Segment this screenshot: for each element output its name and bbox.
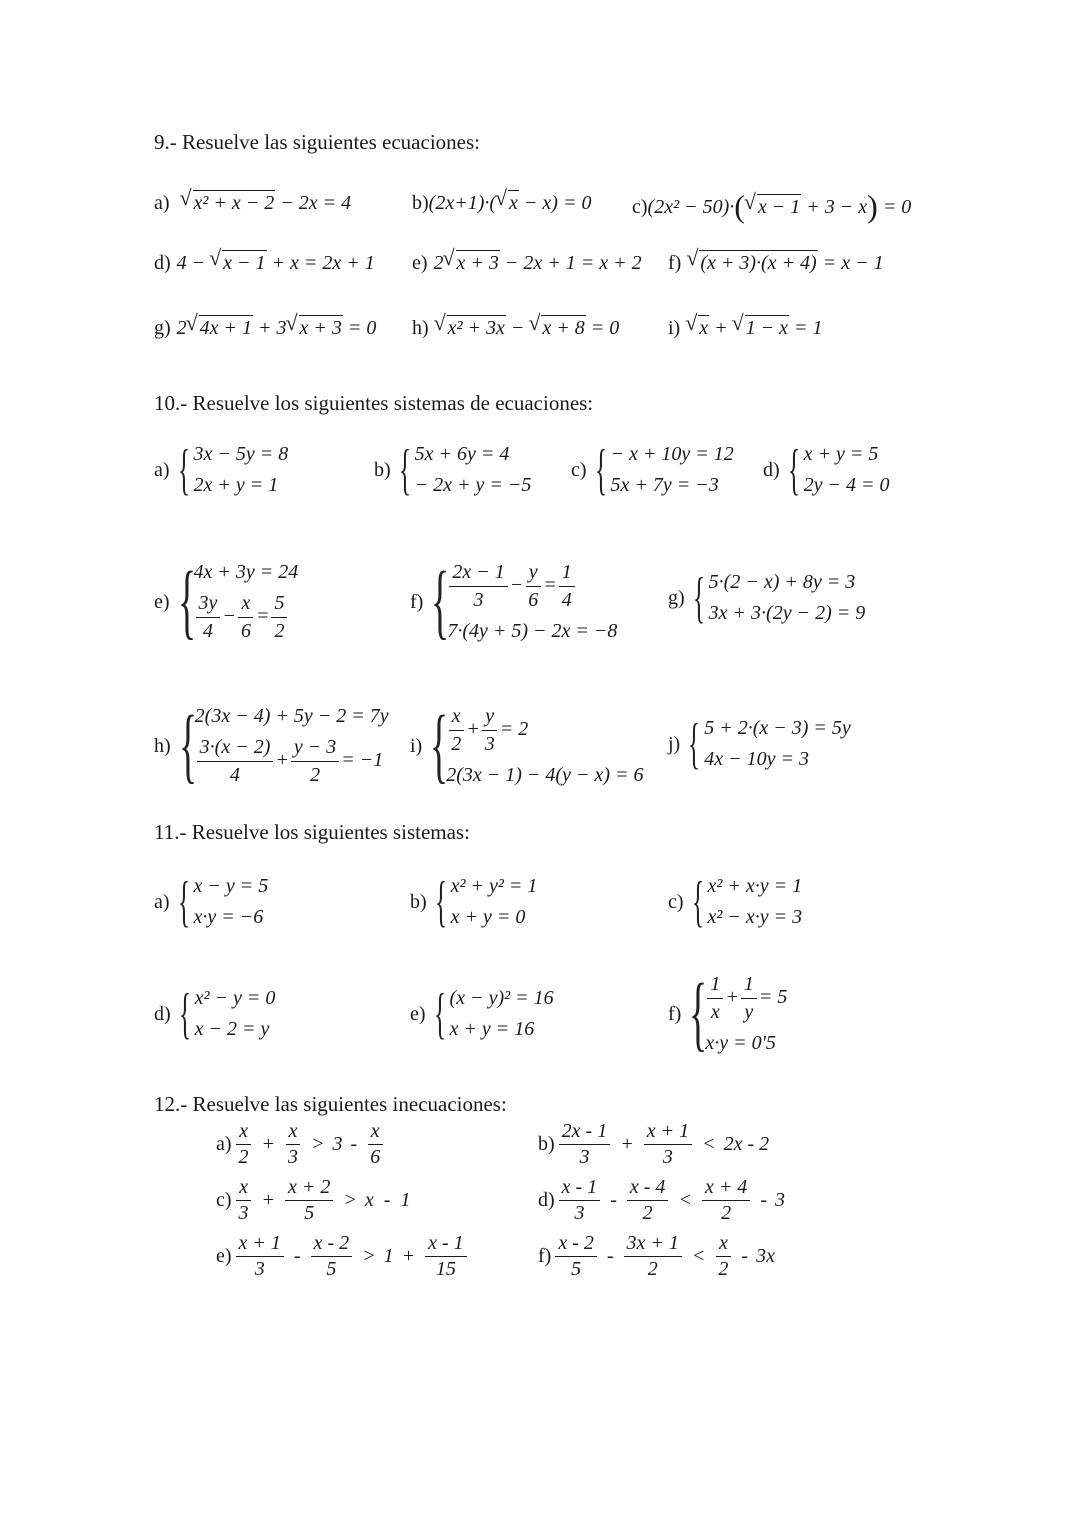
system-10g: g) { 5·(2 − x) + 8y = 3 3x + 3·(2y − 2) = 9	[668, 567, 866, 629]
system-11f: f) { $\frac{1}{x}$ + $\frac{1}{y}$ = 5 x·y = 0'5	[668, 967, 788, 1060]
eq-9f: f)√ (x + 3)·(x + 4) = x − 1	[668, 250, 884, 273]
system-10i: i) { $\frac{x}{2}$ + $\frac{y}{3}$ = 2 2(3x − 1) − 4(y − x) = 6	[410, 699, 644, 792]
brace-icon: {	[178, 699, 197, 792]
system-11c: c) { x² + x·y = 1 x² − x·y = 3	[668, 871, 803, 933]
eq-9b: b)(2x+1)·(√ x − x) = 0	[412, 190, 591, 213]
brace-icon: {	[787, 439, 800, 501]
system-10c: c) { − x + 10y = 12 5x + 7y = −3	[571, 439, 734, 501]
eq-9c: c)(2x² − 50)·(√ x − 1 + 3 − x) = 0	[632, 190, 911, 222]
brace-icon: {	[689, 967, 708, 1060]
system-11a: a) { x − y = 5 x·y = −6	[154, 871, 269, 933]
brace-icon: {	[431, 555, 450, 648]
inequation-12e: e) $\frac{x + 1}{3}$ - $\frac{x - 2}{5}$ > 1 + $\frac{x - 1}{15}$	[216, 1232, 469, 1281]
section-12-title: 12.- Resuelve las siguientes inecuaciones:	[154, 1092, 507, 1116]
brace-icon: {	[594, 439, 607, 501]
section-10-title: 10.- Resuelve los siguientes sistemas de ecuaciones:	[154, 391, 594, 415]
brace-icon: {	[691, 871, 704, 933]
eq-9h: h)√ x² + 3x − √ x + 8 = 0	[412, 315, 619, 338]
inequation-12c: c) $\frac{x}{3}$ + $\frac{x + 2}{5}$ > x - 1	[216, 1176, 411, 1224]
section-11-title: 11.- Resuelve los siguientes sistemas:	[154, 820, 470, 844]
system-11b: b) { x² + y² = 1 x + y = 0	[410, 871, 538, 933]
system-11e: e) { (x − y)² = 16 x + y = 16	[410, 983, 554, 1045]
system-10h: h) { 2(3x − 4) + 5y − 2 = 7y $\frac{3\cdot(x - 2)}{4}$ + $\frac{y - 3}{2}$ = −1	[154, 699, 389, 792]
system-10d: d) { x + y = 5 2y − 4 = 0	[763, 439, 890, 501]
inequation-12b: b) $\frac{2x - 1}{3}$ + $\frac{x + 1}{3}$ < 2x - 2	[538, 1120, 770, 1168]
brace-icon: {	[177, 555, 196, 648]
brace-icon: {	[430, 699, 449, 792]
brace-icon: {	[434, 871, 447, 933]
eq-9e: e) 2√ x + 3 − 2x + 1 = x + 2	[412, 250, 642, 273]
system-10f: f) { $\frac{2x - 1}{3}$ − $\frac{y}{6}$ = $\frac{1}{4}$ 7·(4y + 5) − 2x = −8	[410, 555, 618, 648]
brace-icon: {	[178, 983, 191, 1045]
brace-icon: {	[177, 439, 190, 501]
brace-icon: {	[398, 439, 411, 501]
inequation-12a: a) $\frac{x}{2}$ + $\frac{x}{3}$ > 3 - $\frac{x}{6}$	[216, 1120, 385, 1169]
brace-icon: {	[177, 871, 190, 933]
eq-9g: g) 2√ 4x + 1 + 3√ x + 3 = 0	[154, 315, 376, 338]
system-10b: b) { 5x + 6y = 4 − 2x + y = −5	[374, 439, 532, 501]
brace-icon: {	[688, 713, 701, 775]
eq-9a: a) √ x² + x − 2 − 2x = 4	[154, 190, 351, 213]
system-10j: j) { 5 + 2·(x − 3) = 5y 4x − 10y = 3	[668, 713, 851, 775]
eq-9i: i)√ x + √ 1 − x = 1	[668, 315, 822, 338]
system-10e: e) { 4x + 3y = 24 $\frac{3y}{4}$ − $\frac{x}{6}$ = $\frac{5}{2}$	[154, 555, 299, 648]
eq-9d: d) 4 − √ x − 1 + x = 2x + 1	[154, 250, 375, 273]
system-11d: d) { x² − y = 0 x − 2 = y	[154, 983, 276, 1045]
brace-icon: {	[692, 567, 705, 629]
system-10a: a) { 3x − 5y = 8 2x + y = 1	[154, 439, 289, 501]
inequation-12d: d) $\frac{x - 1}{3}$ - $\frac{x - 4}{2}$ < $\frac{x + 4}{2}$ - 3	[538, 1176, 785, 1224]
section-9-title: 9.- Resuelve las siguientes ecuaciones:	[154, 130, 480, 154]
inequation-12f: f) $\frac{x - 2}{5}$ - $\frac{3x + 1}{2}$ < $\frac{x}{2}$ - 3x	[538, 1232, 775, 1280]
brace-icon: {	[433, 983, 446, 1045]
